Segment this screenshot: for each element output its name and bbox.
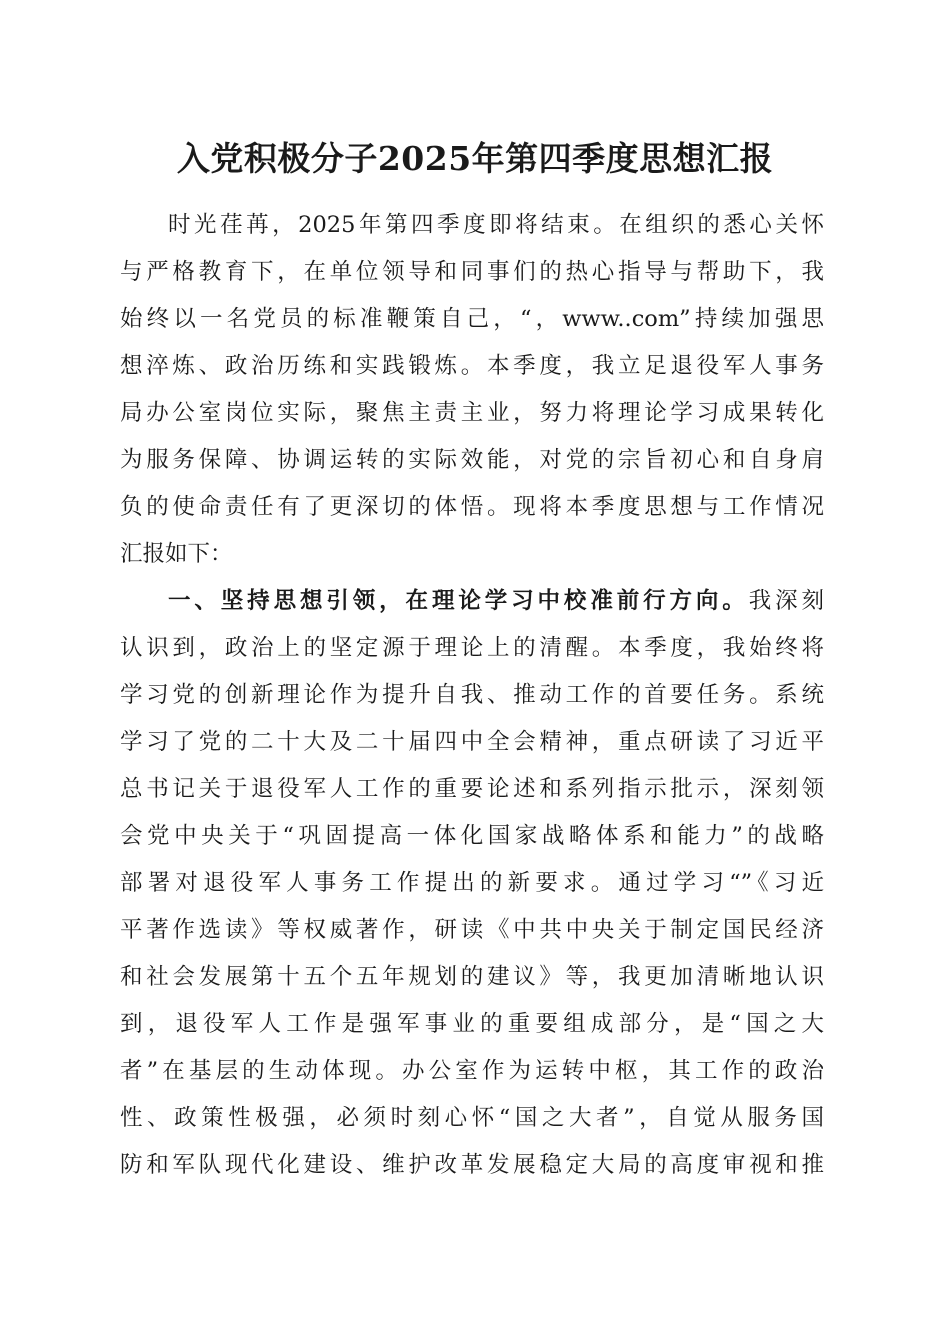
paragraph-line: 平著作选读》等权威著作，研读《中共中央关于制定国民经济 xyxy=(120,917,824,943)
paragraph-line: 学习了党的二十大及二十届四中全会精神，重点研读了习近平 xyxy=(120,729,824,755)
paragraph-line: 防和军队现代化建设、维护改革发展稳定大局的高度审视和推 xyxy=(120,1152,824,1178)
section-heading-line xyxy=(120,578,824,625)
paragraph-line: 到，退役军人工作是强军事业的重要组成部分，是“国之大 xyxy=(120,1011,824,1037)
paragraph-line: 想淬炼、政治历练和实践锻炼。本季度，我立足退役军人事务 xyxy=(120,353,824,379)
paragraph-line: 者”在基层的生动体现。办公室作为运转中枢，其工作的政治 xyxy=(120,1058,824,1084)
paragraph-line: 性、政策性极强，必须时刻心怀“国之大者”，自觉从服务国 xyxy=(120,1105,824,1131)
paragraph-line: 时光荏苒，2025年第四季度即将结束。在组织的悉心关怀 xyxy=(168,212,824,238)
paragraph-line: 与严格教育下，在单位领导和同事们的热心指导与帮助下，我 xyxy=(120,259,824,285)
paragraph-line: 为服务保障、协调运转的实际效能，对党的宗旨初心和自身肩 xyxy=(120,447,824,473)
paragraph-line: 总书记关于退役军人工作的重要论述和系列指示批示，深刻领 xyxy=(120,776,824,802)
section-heading: 一、坚持思想引领，在理论学习中校准前行方向。 xyxy=(168,588,749,614)
section-heading-rest: 我深刻 xyxy=(748,588,824,614)
paragraph-line: 负的使命责任有了更深切的体悟。现将本季度思想与工作情况 xyxy=(120,494,824,520)
paragraph-line: 部署对退役军人事务工作提出的新要求。通过学习“”《习近 xyxy=(120,870,824,896)
paragraph-line: 学习党的创新理论作为提升自我、推动工作的首要任务。系统 xyxy=(120,682,824,708)
document-title: 入党积极分子2025年第四季度思想汇报 xyxy=(176,139,774,178)
document-body xyxy=(120,202,824,1189)
paragraph-line: 认识到，政治上的坚定源于理论上的清醒。本季度，我始终将 xyxy=(120,635,824,661)
paragraph-line: 会党中央关于“巩固提高一体化国家战略体系和能力”的战略 xyxy=(120,823,824,849)
paragraph-line: 汇报如下： xyxy=(120,541,233,567)
paragraph-line: 局办公室岗位实际，聚焦主责主业，努力将理论学习成果转化 xyxy=(120,400,824,426)
paragraph-line: 和社会发展第十五个五年规划的建议》等，我更加清晰地认识 xyxy=(120,964,824,990)
paragraph-line: 始终以一名党员的标准鞭策自己，“，www..com”持续加强思 xyxy=(120,306,824,332)
